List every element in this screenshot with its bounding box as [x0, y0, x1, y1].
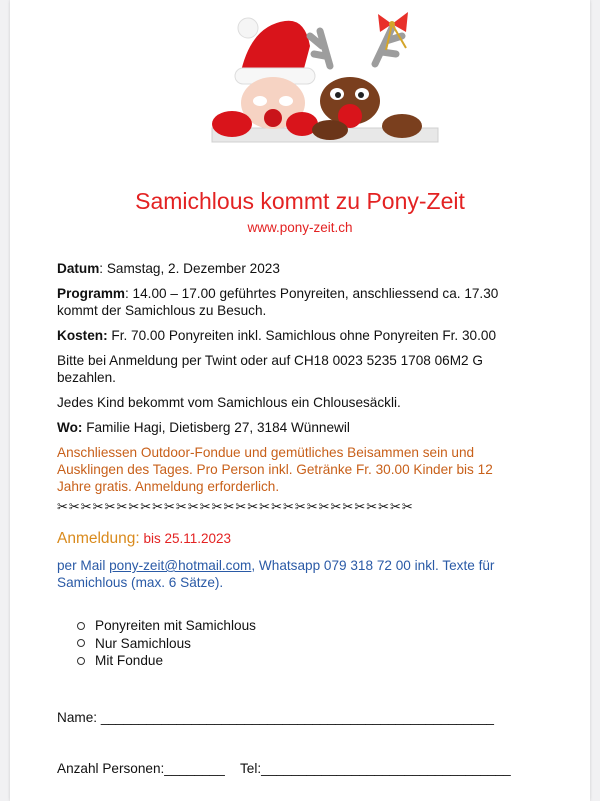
costs-value: Fr. 70.00 Ponyreiten inkl. Samichlous ohne Ponyreiten Fr. 30.00 [107, 328, 497, 343]
option-label: Mit Fondue [95, 653, 164, 668]
list-item[interactable] [57, 617, 256, 635]
list-item[interactable] [57, 635, 256, 653]
list-item[interactable] [57, 652, 256, 670]
contact-suffix: , Whatsapp 079 318 72 00 inkl. Texte für Samichlous (max. 6 Sätze). [57, 558, 495, 590]
name-field[interactable]: Name: ____________________________________________________ [57, 710, 494, 725]
fondue-text: Anschliessen Outdoor-Fondue und gemütliches Beisammen sein und Ausklingen des Tages. Pro Person inkl. Getränke Fr. 30.00 Kinder bis 12 Jahre gratis. Anmeldung erforderlich. [57, 445, 493, 494]
registration-label: Anmeldung: [57, 530, 140, 547]
circle-bullet-icon [77, 639, 85, 647]
registration-line [57, 530, 527, 547]
date-value: : Samstag, 2. Dezember 2023 [99, 261, 280, 276]
location-value: Familie Hagi, Dietisberg 27, 3184 Wünnewil [82, 420, 350, 435]
date-line [57, 260, 527, 277]
persons-field[interactable]: Anzahl Personen:________ [57, 761, 225, 776]
program-label: Programm [57, 286, 125, 301]
registration-deadline: bis 25.11.2023 [139, 531, 232, 546]
gift-text: Jedes Kind bekommt vom Samichlous ein Chlousesäckli. [57, 395, 401, 410]
circle-bullet-icon [77, 657, 85, 665]
program-line [57, 285, 527, 319]
website-link[interactable]: www.pony-zeit.ch [247, 220, 353, 235]
option-list [57, 617, 256, 670]
flyer-page [10, 0, 590, 801]
date-label: Datum [57, 261, 100, 276]
location-label: Wo: [57, 420, 83, 435]
option-label: Nur Samichlous [95, 635, 191, 651]
scissor-cut-line: ✂✂✂✂✂✂✂✂✂✂✂✂✂✂✂✂✂✂✂✂✂✂✂✂✂✂✂✂✂✂ [57, 499, 414, 514]
option-label: Ponyreiten mit Samichlous [95, 618, 256, 633]
payment-text: Bitte bei Anmeldung per Twint oder auf CH18 0023 5235 1708 06M2 G bezahlen. [57, 353, 483, 385]
contact-text [57, 557, 527, 591]
email-link[interactable]: pony-zeit@hotmail.com [109, 558, 252, 573]
phone-field[interactable]: Tel:_________________________________ [240, 761, 511, 776]
program-value: : 14.00 – 17.00 geführtes Ponyreiten, anschliessend ca. 17.30 kommt der Samichlous zu Besuch. [57, 286, 499, 318]
costs-line [57, 327, 527, 344]
location-line [57, 419, 527, 436]
costs-label: Kosten: [57, 328, 108, 343]
circle-bullet-icon [77, 622, 85, 630]
flyer-title: Samichlous kommt zu Pony-Zeit [135, 188, 465, 214]
contact-prefix: per Mail [57, 558, 110, 573]
santa-reindeer-illustration [210, 6, 440, 144]
